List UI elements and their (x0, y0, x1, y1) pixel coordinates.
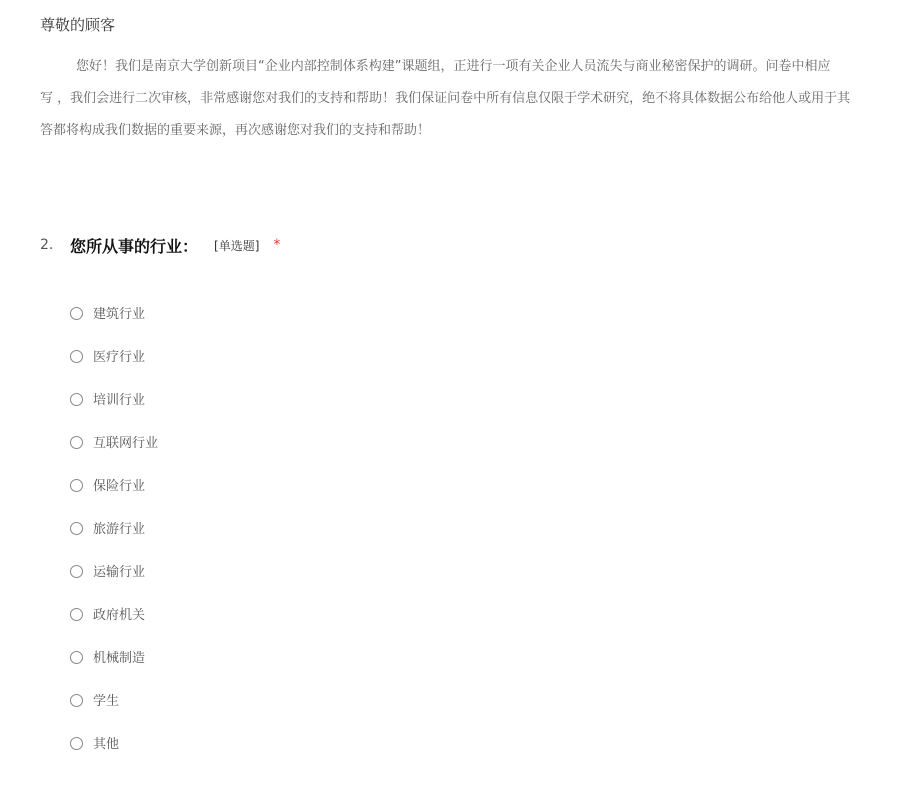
option-label: 运输行业 (93, 565, 146, 580)
option-student[interactable] (70, 693, 158, 736)
radio-button[interactable] (70, 436, 83, 449)
option-machinery[interactable] (70, 650, 158, 693)
question-type-label: [单选题] (214, 238, 260, 253)
option-tourism[interactable] (70, 521, 158, 564)
option-label: 机械制造 (93, 651, 146, 666)
question-number: 2. (40, 237, 54, 253)
option-label: 旅游行业 (93, 522, 146, 537)
radio-button[interactable] (70, 522, 83, 535)
option-label: 互联网行业 (93, 436, 159, 451)
options-list (70, 306, 158, 779)
required-asterisk: * (273, 237, 281, 253)
option-medical[interactable] (70, 349, 158, 392)
option-government[interactable] (70, 607, 158, 650)
option-label: 学生 (93, 694, 120, 709)
intro-line: 答都将构成我们数据的重要来源，再次感谢您对我们的支持和帮助！ (40, 123, 431, 138)
option-transportation[interactable] (70, 564, 158, 607)
radio-button[interactable] (70, 565, 83, 578)
option-label: 保险行业 (93, 479, 146, 494)
radio-button[interactable] (70, 737, 83, 750)
option-label: 医疗行业 (93, 350, 146, 365)
option-training[interactable] (70, 392, 158, 435)
radio-button[interactable] (70, 651, 83, 664)
intro-paragraph (40, 54, 900, 150)
radio-button[interactable] (70, 307, 83, 320)
option-internet[interactable] (70, 435, 158, 478)
option-label: 其他 (93, 737, 120, 752)
question-header (40, 232, 280, 258)
option-label: 培训行业 (93, 393, 146, 408)
option-other[interactable] (70, 736, 158, 779)
radio-button[interactable] (70, 479, 83, 492)
radio-button[interactable] (70, 608, 83, 621)
option-construction[interactable] (70, 306, 158, 349)
question-title: 您所从事的行业： (70, 236, 199, 256)
intro-line: 您好！我们是南京大学创新项目“企业内部控制体系构建”课题组，正进行一项有关企业人员流失与商业秘密保护的调研。问卷中相应 (76, 59, 831, 74)
radio-button[interactable] (70, 350, 83, 363)
radio-button[interactable] (70, 393, 83, 406)
radio-button[interactable] (70, 694, 83, 707)
greeting-heading: 尊敬的顾客 (40, 16, 116, 34)
intro-line: 写 ，我们会进行二次审核，非常感谢您对我们的支持和帮助！我们保证问卷中所有信息仅限于学术研究，绝不将具体数据公布给他人或用于其 (40, 91, 851, 106)
option-label: 建筑行业 (93, 307, 146, 322)
option-label: 政府机关 (93, 608, 146, 623)
option-insurance[interactable] (70, 478, 158, 521)
